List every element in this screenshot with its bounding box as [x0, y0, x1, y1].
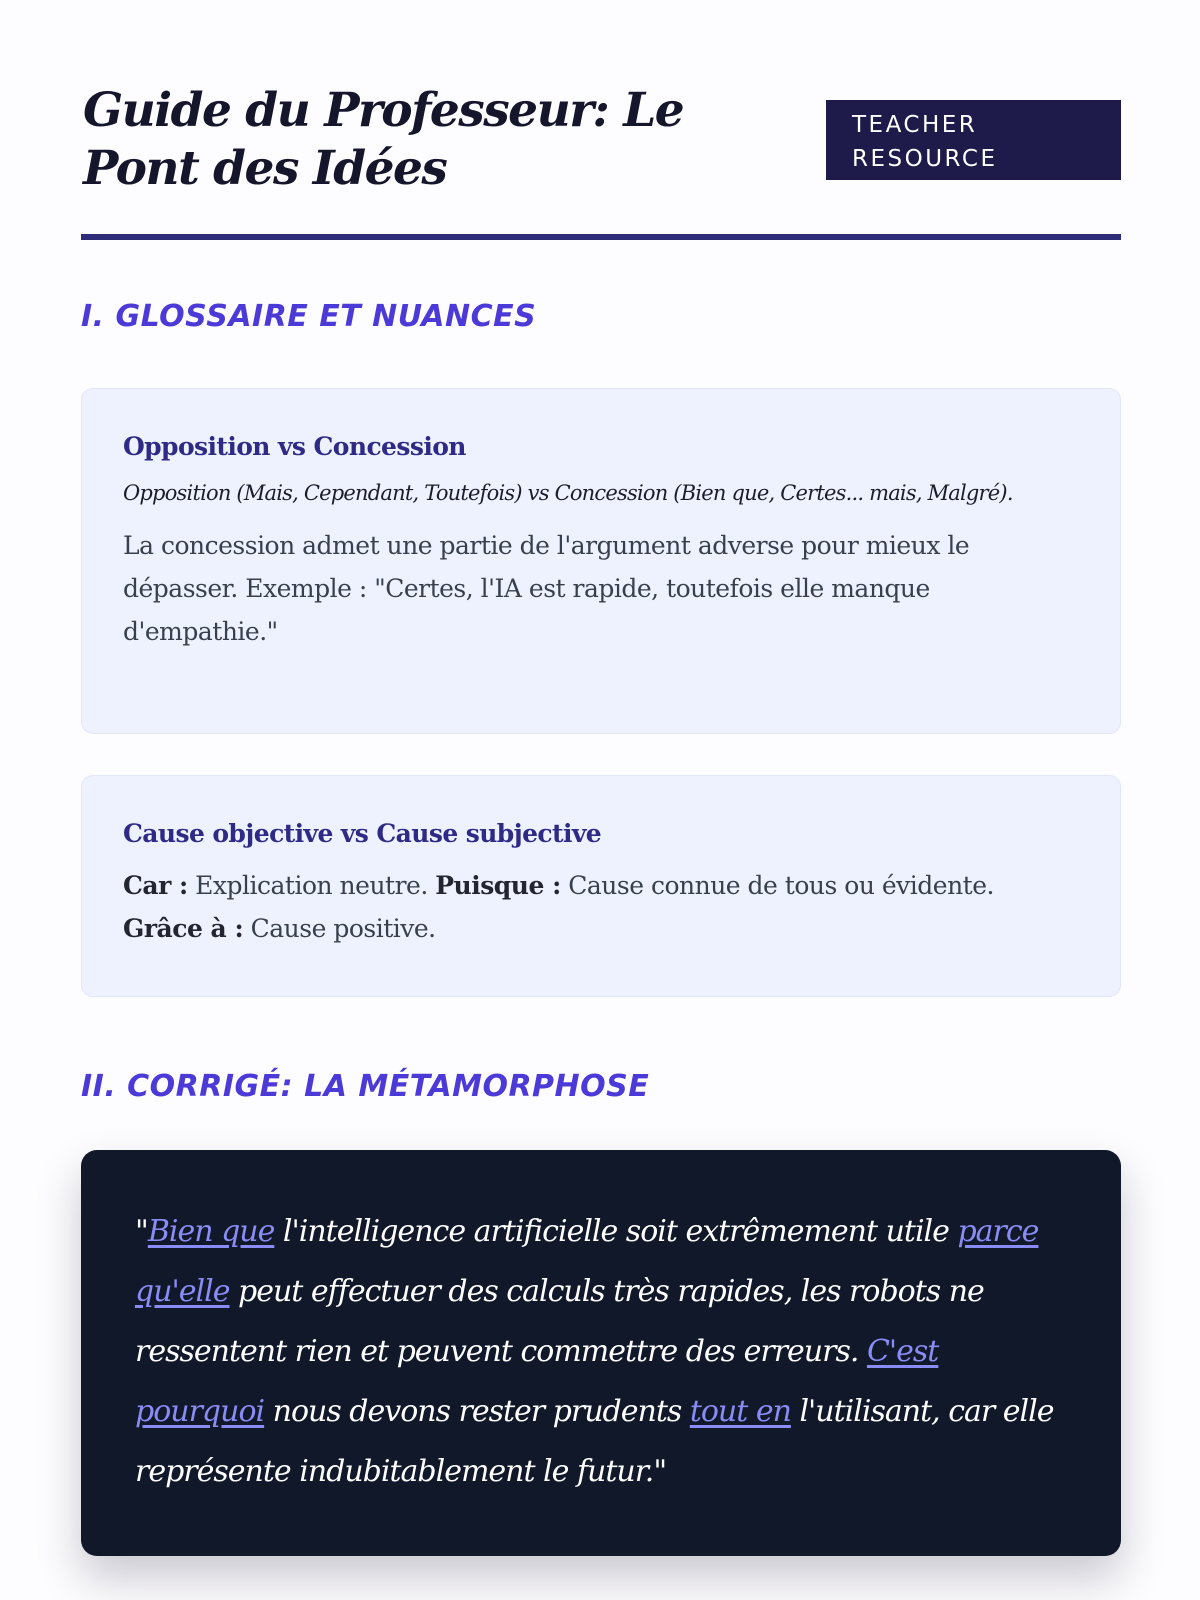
- glossary-card-opposition-concession: [81, 388, 1121, 734]
- section-title-glossary: I. GLOSSAIRE ET NUANCES: [81, 299, 537, 334]
- corrige-quote-box: [81, 1150, 1121, 1556]
- card-body: La concession admet une partie de l'argument adverse pour mieux le dépasser. Exemple : "Certes, l'IA est rapide, toutefois elle manque d'empathie.": [123, 531, 970, 646]
- connector-tout-en: tout en: [689, 1394, 791, 1429]
- quote-text: l'intelligence artificielle soit extrêmement utile: [274, 1214, 958, 1249]
- corrige-quote: [135, 1202, 1071, 1502]
- card-title: Opposition vs Concession: [123, 432, 466, 461]
- card-definitions: [123, 864, 1080, 950]
- definition-puisque: Cause connue de tous ou évidente.: [568, 871, 994, 900]
- quote-open-mark: ": [135, 1214, 148, 1249]
- definition-grace-a: Cause positive.: [250, 914, 436, 943]
- page-header: [81, 82, 1121, 240]
- page-title: Guide du Professeur: Le Pont des Idées: [83, 83, 684, 196]
- quote-text: l'utilisant, car elle représente indubitablement le futur.": [135, 1394, 1054, 1489]
- glossary-card-cause: [81, 775, 1121, 997]
- term-car: Car :: [123, 871, 188, 900]
- teacher-resource-badge: TEACHER RESOURCE: [826, 100, 1121, 180]
- term-puisque: Puisque :: [435, 871, 561, 900]
- quote-text: peut effectuer des calculs très rapides, les robots ne ressentent rien et peuvent commettre des erreurs.: [135, 1274, 984, 1369]
- term-grace-a: Grâce à :: [123, 914, 244, 943]
- quote-text: nous devons rester prudents: [264, 1394, 690, 1429]
- card-subtitle: Opposition (Mais, Cependant, Toutefois) vs Concession (Bien que, Certes... mais, Malgré).: [123, 481, 1013, 505]
- connector-c-est-pourquoi: C'est pourquoi: [135, 1334, 939, 1429]
- connector-parce-que: parce qu'elle: [135, 1214, 1039, 1309]
- card-title: Cause objective vs Cause subjective: [123, 819, 602, 848]
- connector-bien-que: Bien que: [147, 1214, 275, 1249]
- definition-car: Explication neutre.: [195, 871, 428, 900]
- section-title-corrige: II. CORRIGÉ: LA MÉTAMORPHOSE: [81, 1069, 650, 1104]
